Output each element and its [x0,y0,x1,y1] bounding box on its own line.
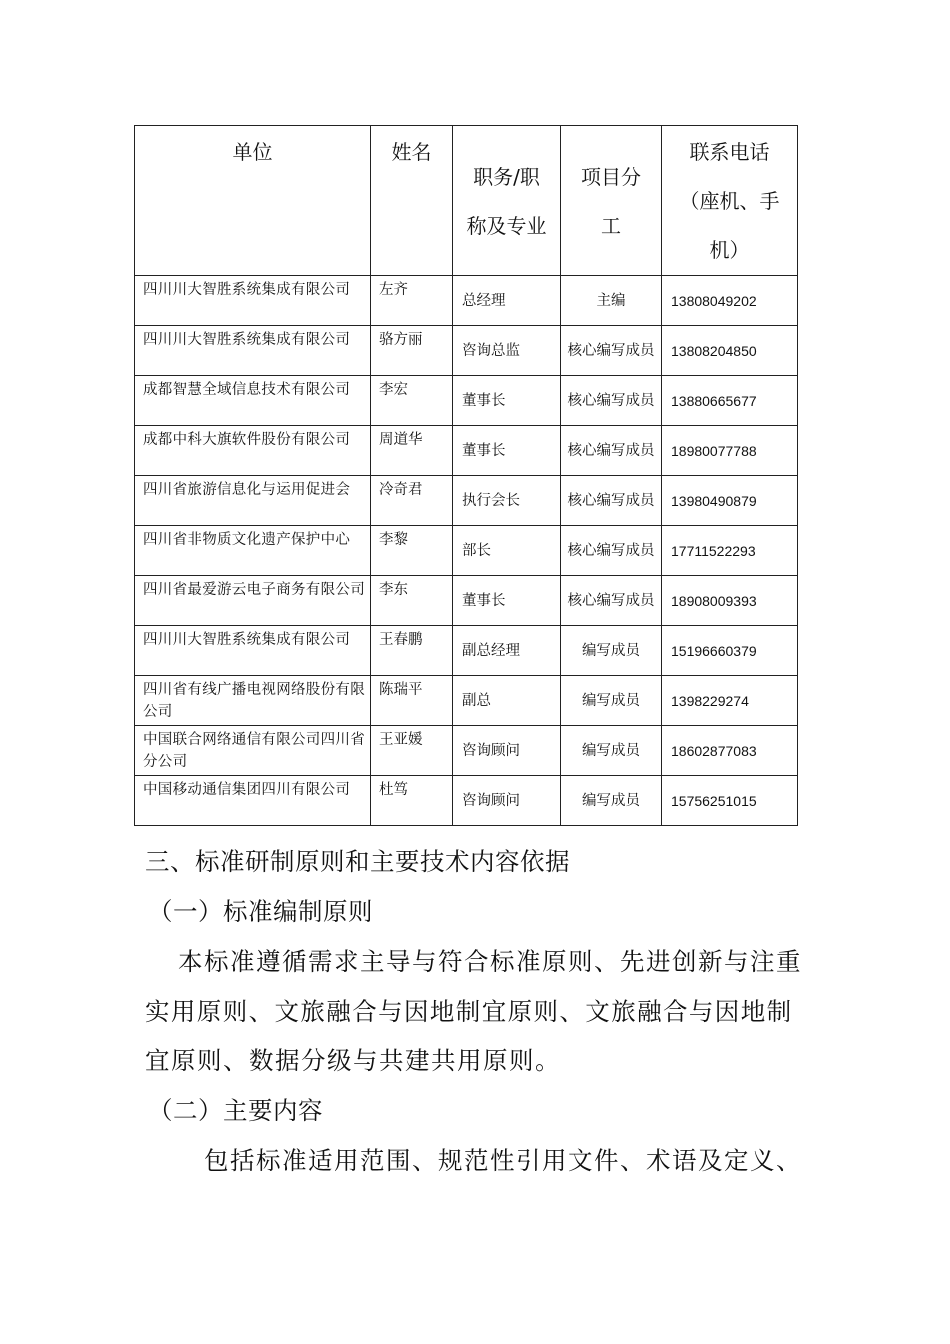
position-cell: 总经理 [453,276,561,326]
role-cell: 编写成员 [561,626,662,676]
header-role-line: 工 [601,214,621,238]
name-cell: 周道华 [371,426,453,476]
table-row [135,376,798,426]
position-cell: 执行会长 [453,476,561,526]
table-row [135,276,798,326]
header-unit [135,126,371,276]
phone-cell: 18908009393 [662,576,798,626]
table-row [135,426,798,476]
unit-cell: 四川川大智胜系统集成有限公司 [135,276,371,326]
name-cell: 陈瑞平 [371,676,453,726]
header-phone [662,126,798,276]
name-cell: 李东 [371,576,453,626]
subsection-title-content: （二）主要内容 [148,1096,323,1125]
header-position-line: 称及专业 [466,214,547,238]
members-table [134,125,798,826]
header-role [561,126,662,276]
name-cell: 王亚媛 [371,726,453,776]
table-row [135,726,798,776]
role-cell: 核心编写成员 [561,476,662,526]
unit-cell: 四川省最爱游云电子商务有限公司 [135,576,371,626]
paragraph-line: 包括标准适用范围、规范性引用文件、术语及定义、 [204,1146,802,1175]
unit-cell: 四川川大智胜系统集成有限公司 [135,626,371,676]
name-cell: 杜笃 [371,776,453,826]
name-cell: 王春鹏 [371,626,453,676]
position-cell: 部长 [453,526,561,576]
role-cell: 核心编写成员 [561,376,662,426]
phone-cell: 15756251015 [662,776,798,826]
name-cell: 冷奇君 [371,476,453,526]
table-row [135,526,798,576]
unit-cell: 中国移动通信集团四川有限公司 [135,776,371,826]
header-role-line: 项目分 [581,165,641,189]
header-name [371,126,453,276]
role-cell: 核心编写成员 [561,526,662,576]
section-title: 三、标准研制原则和主要技术内容依据 [145,847,570,876]
position-cell: 董事长 [453,426,561,476]
unit-cell: 成都中科大旗软件股份有限公司 [135,426,371,476]
paragraph-line: 宜原则、数据分级与共建共用原则。 [145,1046,561,1075]
name-cell: 李宏 [371,376,453,426]
position-cell: 董事长 [453,576,561,626]
phone-cell: 13808049202 [662,276,798,326]
phone-cell: 18980077788 [662,426,798,476]
phone-cell: 17711522293 [662,526,798,576]
table-row [135,576,798,626]
unit-cell: 四川川大智胜系统集成有限公司 [135,326,371,376]
role-cell: 编写成员 [561,726,662,776]
unit-cell: 四川省旅游信息化与运用促进会 [135,476,371,526]
position-cell: 咨询顾问 [453,726,561,776]
table-row [135,476,798,526]
phone-cell: 13980490879 [662,476,798,526]
name-cell: 李黎 [371,526,453,576]
table-row [135,776,798,826]
role-cell: 核心编写成员 [561,426,662,476]
position-cell: 副总 [453,676,561,726]
table-row [135,676,798,726]
role-cell: 核心编写成员 [561,326,662,376]
position-cell: 咨询顾问 [453,776,561,826]
unit-cell: 成都智慧全域信息技术有限公司 [135,376,371,426]
role-cell: 编写成员 [561,776,662,826]
paragraph-line: 实用原则、文旅融合与因地制宜原则、文旅融合与因地制 [145,997,793,1026]
header-phone-line: （座机、手 [679,189,780,213]
header-unit-text: 单位 [232,140,273,164]
paragraph-line: 本标准遵循需求主导与符合标准原则、先进创新与注重 [178,947,802,976]
phone-cell: 13808204850 [662,326,798,376]
phone-cell: 15196660379 [662,626,798,676]
role-cell: 编写成员 [561,676,662,726]
unit-cell: 中国联合网络通信有限公司四川省分公司 [135,726,371,776]
subsection-title-principles: （一）标准编制原则 [148,897,373,926]
unit-cell: 四川省有线广播电视网络股份有限公司 [135,676,371,726]
name-cell: 骆方丽 [371,326,453,376]
phone-cell: 1398229274 [662,676,798,726]
phone-cell: 13880665677 [662,376,798,426]
table-row [135,626,798,676]
table-row [135,326,798,376]
name-cell: 左齐 [371,276,453,326]
phone-cell: 18602877083 [662,726,798,776]
header-phone-line: 机） [709,238,750,262]
unit-cell: 四川省非物质文化遗产保护中心 [135,526,371,576]
header-phone-line: 联系电话 [689,140,770,164]
position-cell: 咨询总监 [453,326,561,376]
role-cell: 主编 [561,276,662,326]
role-cell: 核心编写成员 [561,576,662,626]
position-cell: 副总经理 [453,626,561,676]
table-header-row [135,126,798,276]
header-position [453,126,561,276]
position-cell: 董事长 [453,376,561,426]
header-position-line: 职务/职 [473,165,540,189]
header-name-text: 姓名 [391,140,432,164]
